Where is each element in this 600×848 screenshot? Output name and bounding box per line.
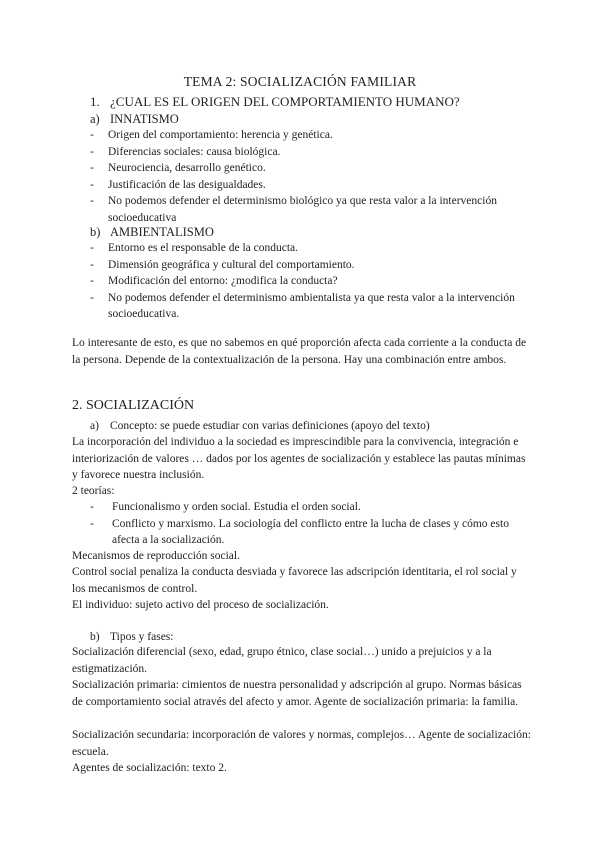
section2-heading: 2. SOCIALIZACIÓN [72,398,195,413]
document-title: TEMA 2: SOCIALIZACIÓN FAMILIAR [183,74,417,89]
section1-paragraph: Lo interesante de esto, es que no sabemos en qué proporción afecta cada corriente a la conducta de la persona. Depende de la contextualización de la persona. Hay una combinación entre ambos. [72,337,527,366]
innatismo-list [90,127,530,227]
innatismo-label: a) [90,112,100,126]
control-paragraph: Control social penaliza la conducta desviada y favorece las adscripción identitaria, el rol social y los mecanismos de control. [72,566,517,595]
list-item: - Neurociencia, desarrollo genético. [90,162,266,175]
list-item: - Modificación del entorno: ¿modifica la conducta? [90,275,338,288]
list-item: - Justificación de las desigualdades. [90,178,266,191]
section1-heading [90,94,460,111]
type-primaria: Socialización primaria: cimientos de nuestra personalidad y adscripción al grupo. Normas básicas de comportamiento social através del afecto y amor. Agente de socialización primaria: la familia. [72,679,522,708]
individual-line: El individuo: sujeto activo del proceso de socialización. [72,599,329,611]
concepto-label: a) [90,420,99,432]
mechanisms-line: Mecanismos de reproducción social. [72,550,240,562]
concepto-heading [90,418,430,435]
theories-label: 2 teorías: [72,485,115,497]
list-item: - Conflicto y marxismo. La sociología del conflicto entre la lucha de clases y cómo esto afecta a la socialización. [90,517,509,547]
definition-paragraph: La incorporación del individuo a la sociedad es imprescindible para la convivencia, integración e interiorización de valores … dados por los agentes de socialización y establece las pautas mínimas y favorece nuestra inclusión. [72,436,526,482]
section1-number: 1. [90,94,100,109]
theories-list [90,499,530,549]
type-agentes: Agentes de socialización: texto 2. [72,762,227,774]
list-item: - No podemos defender el determinismo biológico ya que resta valor a la intervención socioeducativa [90,195,497,224]
list-item: - Dimensión geográfica y cultural del comportamiento. [90,258,355,271]
list-item: - Entorno es el responsable de la conducta. [90,242,299,254]
type-diferencial: Socialización diferencial (sexo, edad, grupo étnico, clase social…) unido a prejuicios y a la estigmatización. [72,646,492,675]
list-item: - Diferencias sociales: causa biológica. [90,145,281,158]
list-item: - Origen del comportamiento: herencia y genética. [90,129,333,141]
innatismo-heading [90,111,179,128]
tipos-label: b) [90,631,100,643]
ambientalismo-list [90,240,530,323]
section1-heading-text: ¿CUAL ES EL ORIGEN DEL COMPORTAMIENTO HUMANO? [110,94,460,109]
list-item: - Funcionalismo y orden social. Estudia el orden social. [90,501,361,513]
ambientalismo-label: b) [90,225,101,239]
list-item: - No podemos defender el determinismo ambientalista ya que resta valor a la intervención socioeducativa. [90,291,515,321]
type-secundaria: Socialización secundaria: incorporación de valores y normas, complejos… Agente de socialización: escuela. [72,729,531,758]
tipos-heading-text: Tipos y fases: [110,631,174,643]
innatismo-heading-text: INNATISMO [110,112,179,126]
concepto-heading-text: Concepto: se puede estudiar con varias definiciones (apoyo del texto) [110,420,430,432]
ambientalismo-heading [90,224,214,241]
ambientalismo-heading-text: AMBIENTALISMO [110,225,214,239]
